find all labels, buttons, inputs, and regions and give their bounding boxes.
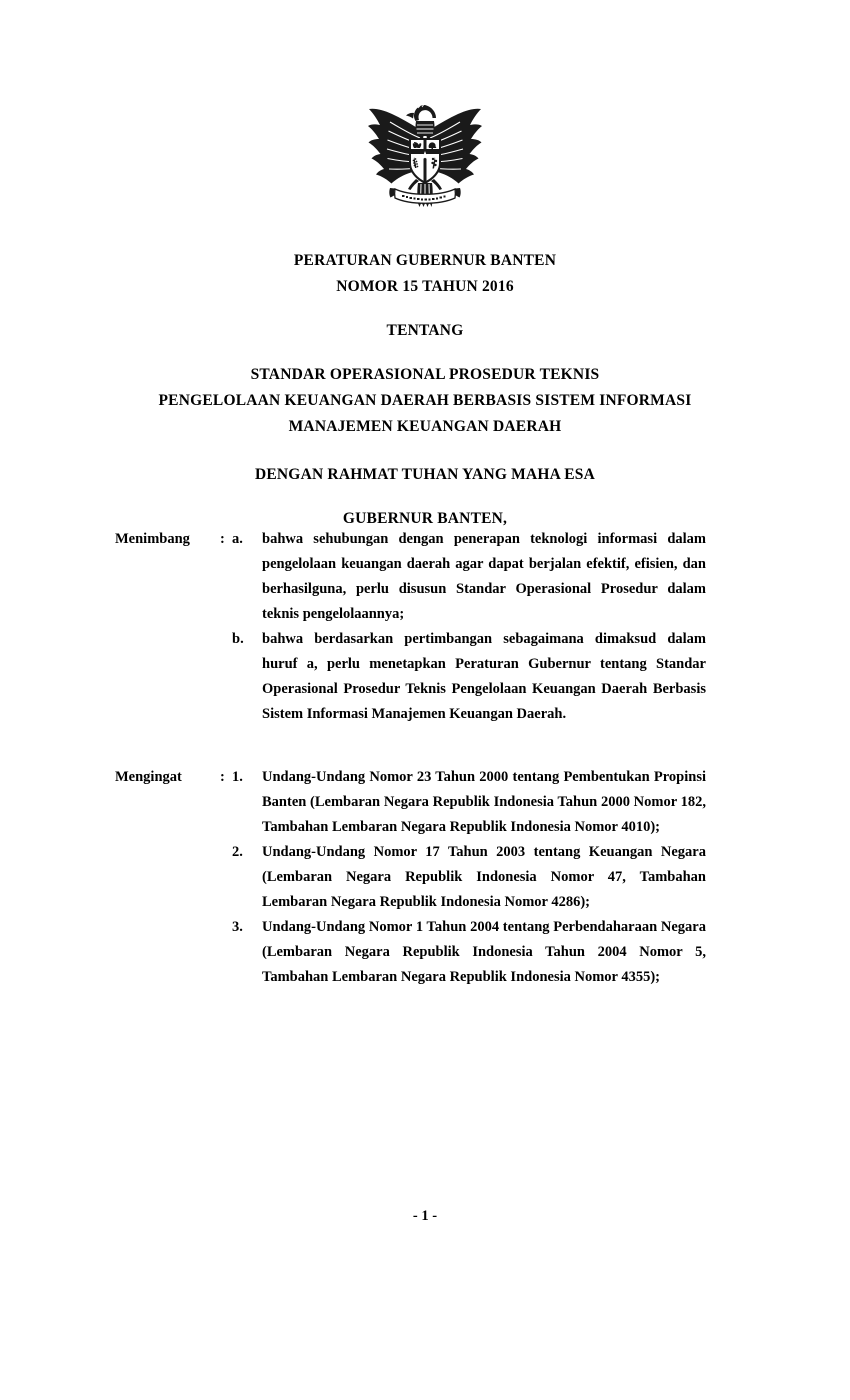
clause-colon: :: [220, 769, 225, 785]
item-text: Undang-Undang Nomor 23 Tahun 2000 tentang Pembentukan Propinsi Banten (Lembaran Negara Republik Indonesia Tahun 2000 Nomor 182, Tambahan Lembaran Negara Republik Indonesia Nomor 4010);: [262, 769, 706, 835]
clause-item: [0, 627, 850, 727]
subject-line-1: STANDAR OPERASIONAL PROSEDUR TEKNIS: [250, 366, 600, 383]
item-marker: a.: [232, 531, 243, 547]
subject-line-3: MANAJEMEN KEUANGAN DAERAH: [288, 418, 562, 435]
about-label: TENTANG: [386, 322, 464, 339]
regulation-title: PERATURAN GUBERNUR BANTEN: [293, 252, 557, 269]
issuing-authority: GUBERNUR BANTEN,: [342, 510, 508, 527]
item-marker: 3.: [232, 919, 243, 935]
item-marker: b.: [232, 631, 244, 647]
garuda-pancasila-emblem: [0, 100, 850, 212]
clause-label-menimbang: Menimbang: [115, 531, 190, 547]
item-text: Undang-Undang Nomor 1 Tahun 2004 tentang Perbendaharaan Negara (Lembaran Negara Republik Indonesia Tahun 2004 Nomor 5, Tambahan Lembaran Negara Republik Indonesia Nomor 4355);: [262, 919, 706, 985]
clause-item: [0, 840, 850, 915]
item-marker: 2.: [232, 844, 243, 860]
clause-item: [0, 915, 850, 990]
regulation-number: NOMOR 15 TAHUN 2016: [336, 278, 514, 295]
blessing-line: DENGAN RAHMAT TUHAN YANG MAHA ESA: [254, 466, 596, 483]
item-text: bahwa berdasarkan pertimbangan sebagaimana dimaksud dalam huruf a, perlu menetapkan Peraturan Gubernur tentang Standar Operasional Prosedur Teknis Pengelolaan Keuangan Daerah Berbasis Sistem Informasi Manajemen Keuangan Daerah.: [262, 631, 706, 722]
item-text: Undang-Undang Nomor 17 Tahun 2003 tentang Keuangan Negara (Lembaran Negara Republik Indonesia Nomor 47, Tambahan Lembaran Negara Republik Indonesia Nomor 4286);: [262, 844, 706, 910]
clause-sections: [0, 527, 850, 990]
clause-label-mengingat: Mengingat: [115, 769, 182, 785]
page-number: - 1 -: [412, 1208, 438, 1224]
document-heading: [0, 248, 850, 532]
clause-colon: :: [220, 531, 225, 547]
clause-item: [0, 527, 850, 627]
item-marker: 1.: [232, 769, 243, 785]
subject-line-2: PENGELOLAAN KEUANGAN DAERAH BERBASIS SISTEM INFORMASI: [158, 392, 692, 409]
clause-item: [0, 765, 850, 840]
clause-mengingat: [0, 765, 850, 990]
clause-menimbang: [0, 527, 850, 727]
item-text: bahwa sehubungan dengan penerapan teknologi informasi dalam pengelolaan keuangan daerah agar dapat berjalan efektif, efisien, dan berhasilguna, perlu disusun Standar Operasional Prosedur dalam teknis pengelolaannya;: [262, 531, 706, 622]
